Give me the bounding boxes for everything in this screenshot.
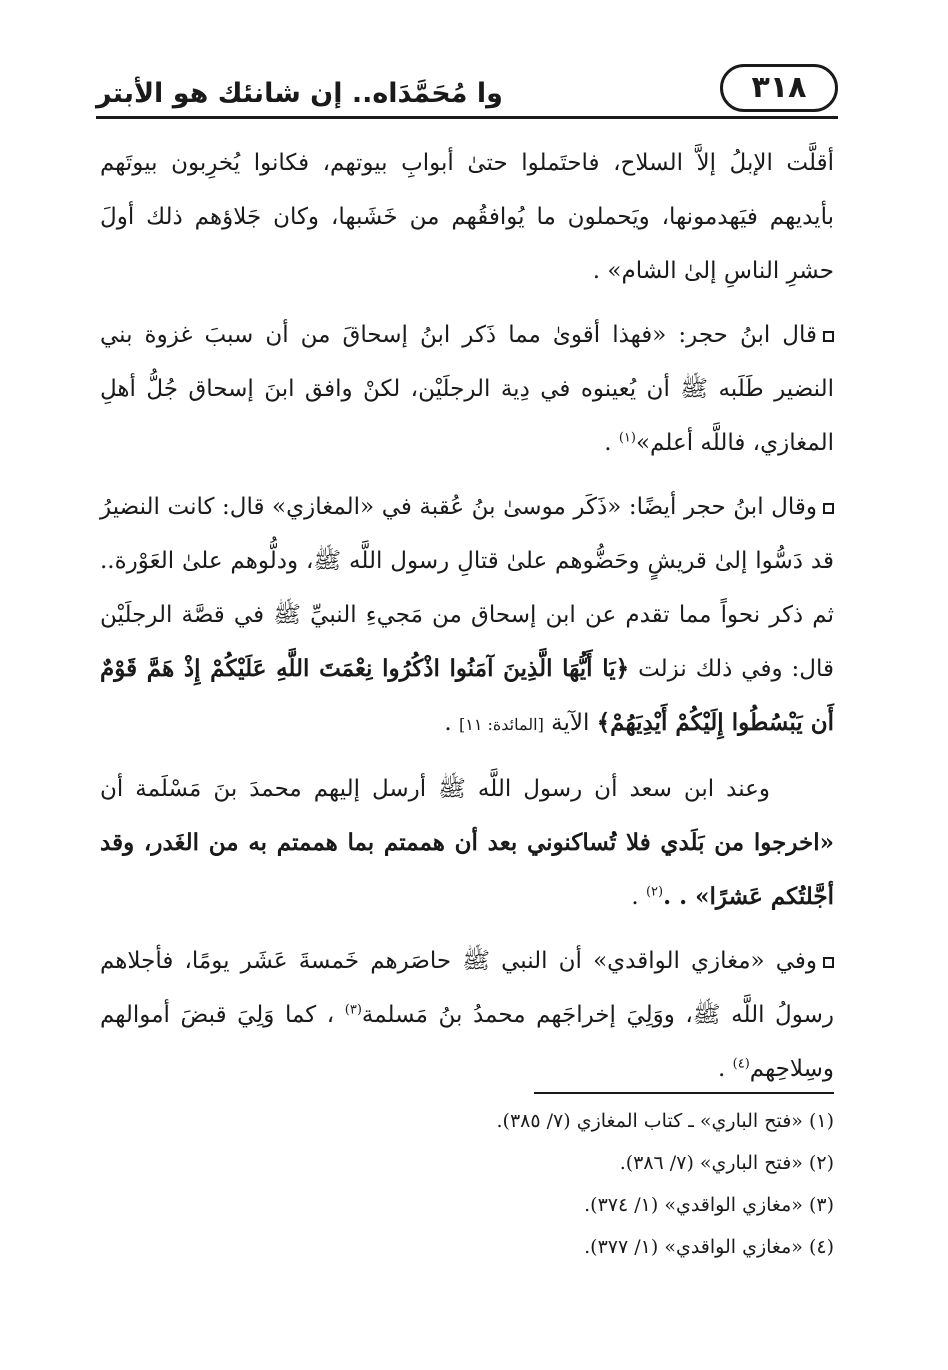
header-title: وا مُحَمَّدَاه.. إن شانئك هو الأبتر [96,78,503,109]
footnote-rule [534,1092,834,1094]
box-marker-icon [823,957,834,968]
bold-quote: «اخرجوا من بَلَدي فلا تُساكنوني بعد أن هممتم بما هممتم به من الغَدر، وقد أجَّلتُكم عَشرًا» . . [100,829,834,910]
paragraph-text: ، كما وَلِيَ قبضَ أموالهم وسِلاحِهم [100,1002,834,1082]
header-rule [96,116,838,119]
box-marker-icon [823,331,834,342]
paragraph-text: وفي «مغازي الواقدي» أن النبي ﷺ حاصَرهم خَمسةَ عَشَر يومًا، فأجلاهم رسولُ اللَّه ﷺ، ووَلِيَ إخراجَهم محمدُ بنُ مَسلمة [100,948,835,1028]
running-header [96,58,838,118]
footnote-3: (٣) «مغازي الواقدي» (١/ ٣٧٤). [584,1194,834,1216]
paragraph-text: قال ابنُ حجر: «فهذا أقوىٰ مما ذَكر ابنُ إسحاقَ من أن سببَ غزوة بني النضير طَلَبه ﷺ أن يُعينوه في دِية الرجلَيْن، لكنْ وافق ابنَ إسحاق جُلُّ أهلِ المغازي، فاللَّه أعلم» [100,322,834,456]
paragraph-2: قال ابنُ حجر: «فهذا أقوىٰ مما ذَكر ابنُ إسحاقَ من أن سببَ غزوة بني النضير طَلَبه ﷺ أن يُعينوه في دِية الرجلَيْن، لكنْ وافق ابنَ إسحاق جُلُّ أهلِ المغازي، فاللَّه أعلم»$^{(١)}$ . [100,322,834,456]
box-marker-icon [823,503,834,514]
footnote-ref: (٣) [344,1002,362,1018]
verse-reference: [المائدة: ١١] [458,715,544,734]
paragraph-text: وعند ابن سعد أن رسول اللَّه ﷺ أرسل إليهم محمدَ بنَ مَسْلَمة أن [100,776,770,802]
footnote-ref: (٢) [645,884,664,900]
quran-verse: ﴿يَا أَيُّهَا الَّذِينَ آمَنُوا اذْكُرُوا نِعْمَتَ اللَّهِ عَلَيْكُمْ إِذْ هَمَّ قَوْمٌ أَن يَبْسُطُوا إِلَيْكُمْ أَيْدِيَهُمْ﴾ [100,655,834,736]
paragraph-3: وقال ابنُ حجر أيضًا: «ذَكَر موسىٰ بنُ عُقبة في «المغازي» قال: كانت النضيرُ قد دَسُّوا إلىٰ قريشٍ وحَضُّوهم علىٰ قتالِ رسول اللَّه ﷺ، ودلُّوهم علىٰ العَوْرة.. ثم ذكر نحواً مما تقدم عن ابن إسحاق من مَجيءِ النبيِّ ﷺ في قصَّة الرجلَيْن قال: وفي ذلك نزلت ﴿يَا أَيُّهَا الَّذِينَ آمَنُوا اذْكُرُوا نِعْمَتَ اللَّهِ عَلَيْكُمْ إِذْ هَمَّ قَوْمٌ أَن يَبْسُطُوا إِلَيْكُمْ أَيْدِيَهُمْ﴾ الآية [المائدة: ١١] . [100,494,834,736]
footnote-ref: (٤) [732,1056,750,1072]
footnote-ref: (١) [618,430,636,446]
footnote-1: (١) «فتح الباري» ـ كتاب المغازي (٧/ ٣٨٥). [496,1110,834,1132]
footnote-2: (٢) «فتح الباري» (٧/ ٣٨٦). [619,1152,834,1174]
paragraph-text: أقلَّت الإبلُ إلاَّ السلاح، فاحتَملوا حتىٰ أبوابِ بيوتهم، فكانوا يُخرِبون بيوتَهم بأيديهم فيَهدمونها، ويَحملون ما يُوافقُهم من خَشَبها، وكان جَلاؤهم ذلك أولَ حشرِ الناسِ إلىٰ الشام» . [100,150,834,284]
body-text [100,136,834,1106]
page-number: ٣١٨ [720,64,838,112]
footnotes [100,1100,834,1268]
paragraph-text: الآية [551,710,590,736]
paragraph-1 [100,136,834,298]
paragraph-5: وفي «مغازي الواقدي» أن النبي ﷺ حاصَرهم خَمسةَ عَشَر يومًا، فأجلاهم رسولُ اللَّه ﷺ، ووَلِيَ إخراجَهم محمدُ بنُ مَسلمة$^{(٣)}$ ، كما وَلِيَ قبضَ أموالهم وسِلاحِهم$^{(٤)}$ . [100,948,835,1082]
footnote-4: (٤) «مغازي الواقدي» (١/ ٣٧٧). [584,1236,834,1258]
paragraph-text: وقال ابنُ حجر أيضًا: «ذَكَر موسىٰ بنُ عُقبة في «المغازي» قال: كانت النضيرُ قد دَسُّوا إلىٰ قريشٍ وحَضُّوهم علىٰ قتالِ رسول اللَّه ﷺ، ودلُّوهم علىٰ العَوْرة.. ثم ذكر نحواً مما تقدم عن ابن إسحاق من مَجيءِ النبيِّ ﷺ في قصَّة الرجلَيْن قال: وفي ذلك نزلت [100,494,834,682]
paragraph-4: وعند ابن سعد أن رسول اللَّه ﷺ أرسل إليهم محمدَ بنَ مَسْلَمة أن «اخرجوا من بَلَدي فلا تُساكنوني بعد أن هممتم بما هممتم به من الغَدر، وقد أجَّلتُكم عَشرًا» . .$^{(٢)}$ . [100,776,834,910]
